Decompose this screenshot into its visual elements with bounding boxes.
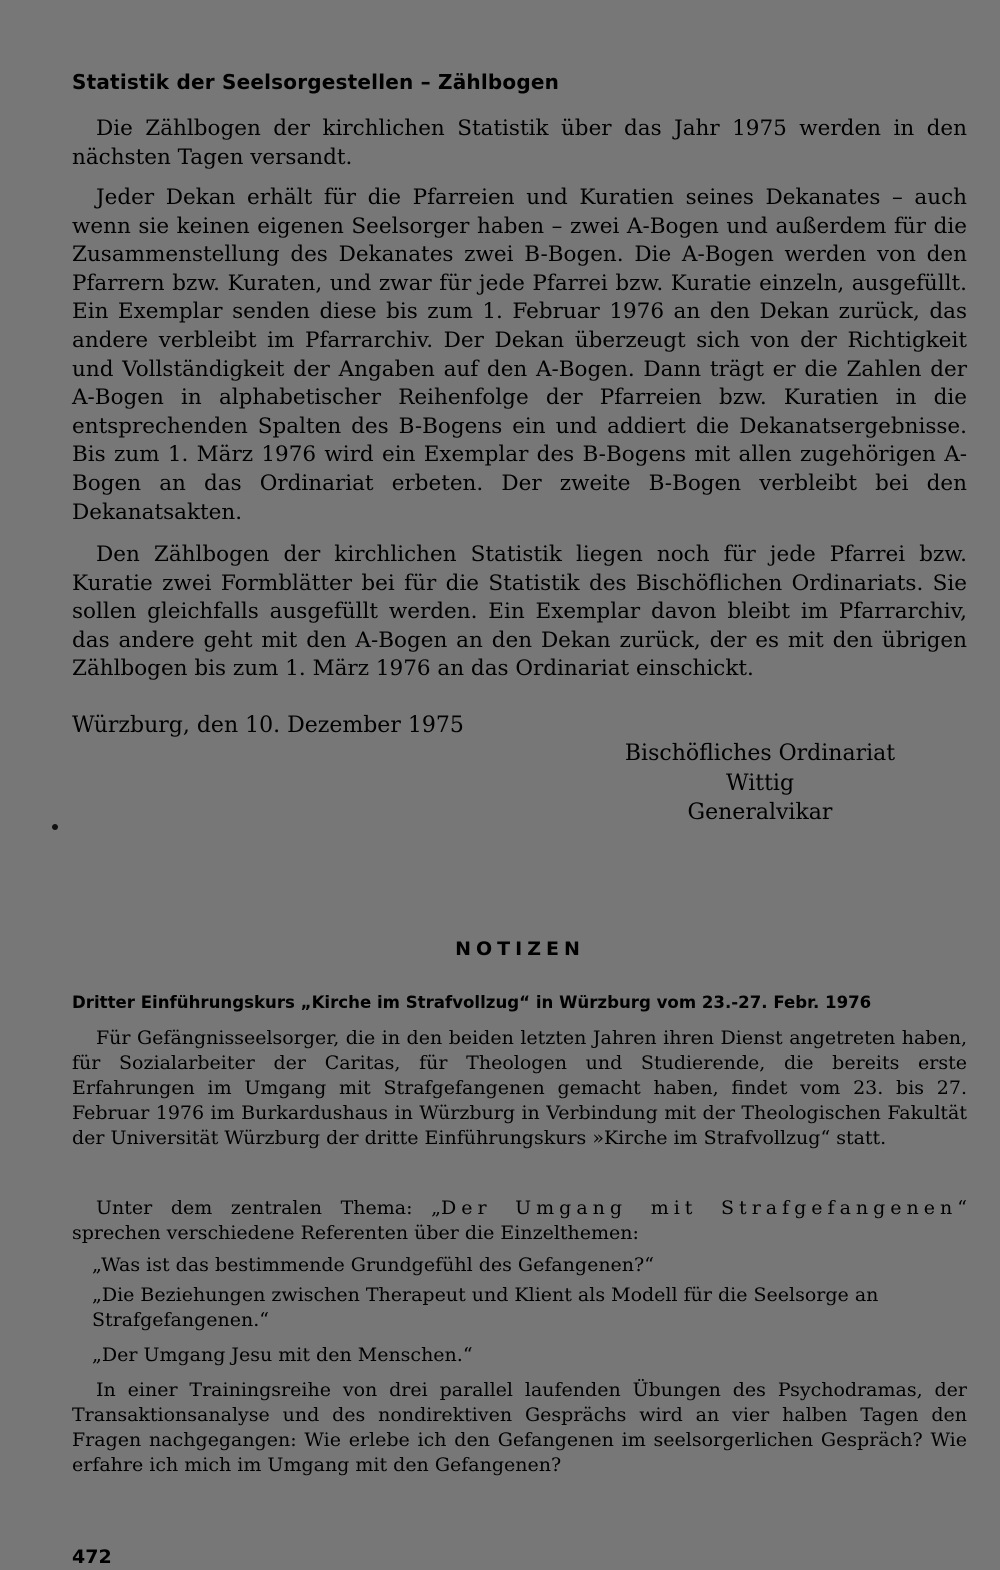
paragraph-2: Jeder Dekan erhält für die Pfarreien und Kuratien seines Dekanates – auch wenn sie keinen eigenen Seelsorger haben – zwei A-Bogen und außerdem für die Zusammenstellung des Dekanates zwei B-Bogen. Die A-Bogen werden von den Pfarrern bzw. Kuraten, und zwar für jede Pfarrei bzw. Kuratie einzeln, ausgefüllt. Ein Exemplar senden diese bis zum 1. Februar 1976 an den Dekan zurück, das andere verbleibt im Pfarrarchiv. Der Dekan überzeugt sich von der Richtigkeit und Vollständigkeit der Angaben auf den A-Bogen. Dann trägt er die Zahlen der A-Bogen in alphabetischer Reihenfolge der Pfarreien bzw. Kuratien in die entsprechenden Spalten des B-Bogens ein und addiert die Dekanatsergebnisse. Bis zum 1. März 1976 wird ein Exemplar des B-Bogens mit allen zugehörigen A-Bogen an das Ordinariat erbeten. Der zweite B-Bogen verbleibt bei den Dekanatsakten. bbox=[72, 185, 967, 525]
topic-1: „Was ist das bestimmende Grundgefühl des Gefangenen?“ bbox=[92, 1254, 654, 1276]
article-paragraph-last: In einer Trainingsreihe von drei parallel laufenden Übungen des Psychodramas, der Transaktionsanalyse und des nondirektiven Gesprächs wird an vier halben Tagen den Fragen nachgegangen: Wie erlebe ich den Gefangenen im seelsorgerlichen Gespräch? Wie erfahre ich mich im Umgang mit den Gefangenen? bbox=[72, 1379, 967, 1476]
paragraph-1: Die Zählbogen der kirchlichen Statistik über das Jahr 1975 werden in den nächsten Tagen versandt. bbox=[72, 116, 967, 170]
place-date: Würzburg, den 10. Dezember 1975 bbox=[72, 713, 464, 738]
theme-close: “ bbox=[957, 1197, 967, 1219]
article-heading: Dritter Einführungskurs „Kirche im Strafvollzug“ in Würzburg vom 23.-27. Febr. 1976 bbox=[72, 993, 872, 1012]
topic-2: „Die Beziehungen zwischen Therapeut und Klient als Modell für die Seelsorge an Strafgefangenen.“ bbox=[92, 1284, 879, 1331]
notizen-heading: NOTIZEN bbox=[455, 938, 585, 960]
signature-name: Wittig bbox=[725, 771, 795, 796]
section-heading-statistik: Statistik der Seelsorgestellen – Zählbogen bbox=[72, 70, 560, 94]
paragraph-3: Den Zählbogen der kirchlichen Statistik liegen noch für jede Pfarrei bzw. Kuratie zwei Formblätter bei für die Statistik des Bischöflichen Ordinariats. Sie sollen gleichfalls ausgefüllt werden. Ein Exemplar davon bleibt im Pfarrarchiv, das andere geht mit den A-Bogen an den Dekan zurück, der es mit den übrigen Zählbogen bis zum 1. März 1976 an das Ordinariat einschickt. bbox=[72, 542, 967, 682]
page-number: 472 bbox=[72, 1546, 112, 1568]
theme-rest: sprechen verschiedene Referenten über die Einzelthemen: bbox=[72, 1222, 639, 1244]
theme-intro: Unter dem zentralen Thema: „ bbox=[96, 1197, 441, 1219]
article-paragraph-1: Für Gefängnisseelsorger, die in den beiden letzten Jahren ihren Dienst angetreten haben, für Sozialarbeiter der Caritas, für Theologen und Studierende, die bereits erste Erfahrungen im Umgang mit Strafgefangenen gemacht haben, findet vom 23. bis 27. Februar 1976 im Burkardushaus in Würzburg in Verbindung mit der Theologischen Fakultät der Universität Würzburg der dritte Einführungskurs »Kirche im Strafvollzug“ statt. bbox=[72, 1027, 967, 1149]
theme-title: Der Umgang mit Strafgefangenen bbox=[440, 1197, 958, 1219]
signature-title: Generalvikar bbox=[687, 800, 833, 825]
signature-office: Bischöfliches Ordinariat bbox=[624, 741, 896, 766]
topic-3: „Der Umgang Jesu mit den Menschen.“ bbox=[92, 1344, 473, 1366]
theme-paragraph bbox=[72, 1196, 967, 1246]
ink-speck bbox=[52, 824, 58, 830]
